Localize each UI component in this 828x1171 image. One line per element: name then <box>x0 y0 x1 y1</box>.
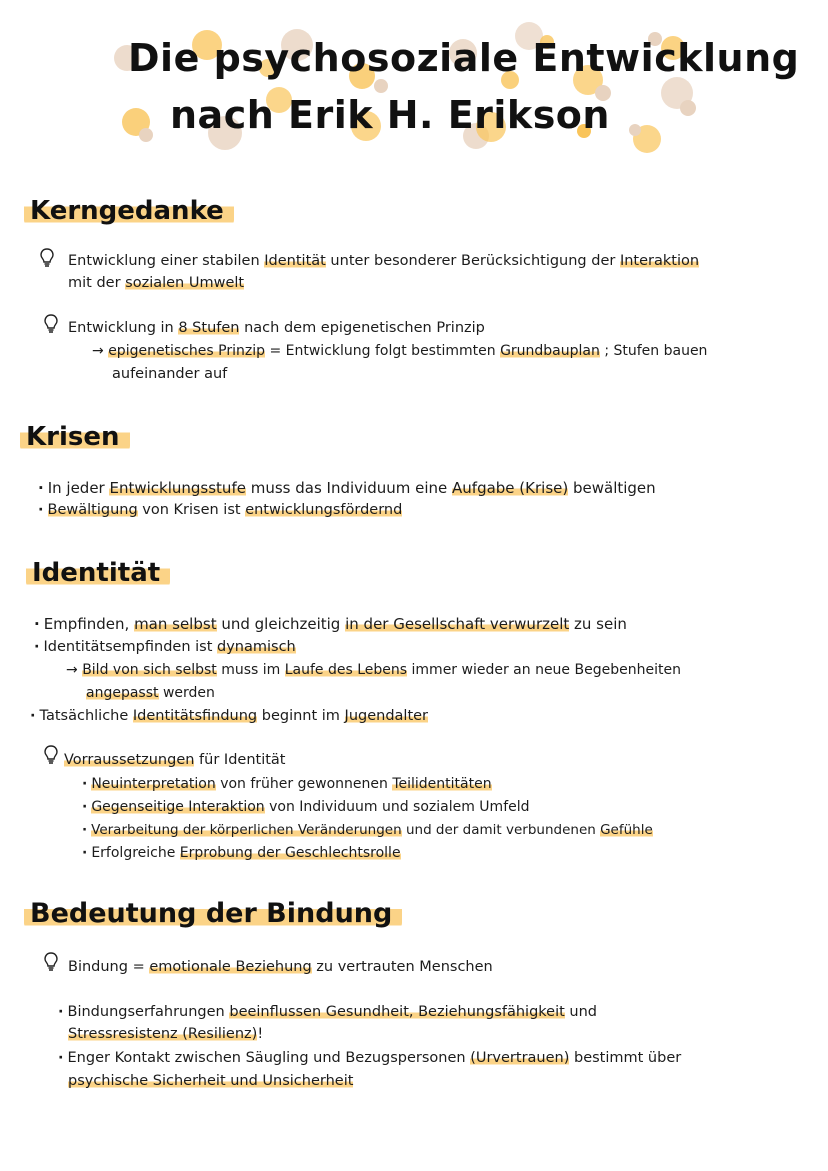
heading-krisen: Krisen <box>20 422 130 452</box>
page-title-line-1: Die psychosoziale Entwicklung <box>128 36 800 80</box>
kerngedanke-p2-line1: Entwicklung in 8 Stufen nach dem epigenetischen Prinzip <box>68 320 485 336</box>
lightbulb-icon <box>44 952 58 972</box>
krisen-bullet-1: · In jeder Entwicklungsstufe muss das Individuum eine Aufgabe (Krise) bewältigen <box>38 478 656 498</box>
heading-kerngedanke: Kerngedanke <box>24 196 234 226</box>
arrow-icon: → <box>92 343 104 359</box>
identitaet-bullet-3: · Tatsächliche Identitätsfindung beginnt im Jugendalter <box>30 706 428 726</box>
identitaet-bullet-1: · Empfinden, man selbst und gleichzeitig in der Gesellschaft verwurzelt zu sein <box>34 614 627 634</box>
lightbulb-icon <box>44 314 58 334</box>
heading-identitaet: Identität <box>26 558 170 588</box>
kerngedanke-p2-line3: aufeinander auf <box>112 366 228 382</box>
lightbulb-icon <box>44 745 58 765</box>
requirement-item-3: · Verarbeitung der körperlichen Veränderungen und der damit verbundenen Gefühle <box>82 820 653 840</box>
lightbulb-icon <box>40 248 54 268</box>
kerngedanke-p1-line2: mit der sozialen Umwelt <box>68 275 245 291</box>
requirement-item-1: · Neuinterpretation von früher gewonnenen Teilidentitäten <box>82 774 492 794</box>
decorative-dots <box>0 0 828 170</box>
krisen-bullet-2: · Bewältigung von Krisen ist entwicklungsfördernd <box>38 500 402 520</box>
bindung-bullet-1-line2: Stressresistenz (Resilienz)! <box>68 1026 264 1042</box>
kerngedanke-p1-line1: Entwicklung einer stabilen Identität unter besonderer Berücksichtigung der Interaktion <box>68 253 700 269</box>
identitaet-sub-line2: angepasst werden <box>86 685 215 701</box>
kerngedanke-p2-line2: → epigenetisches Prinzip = Entwicklung folgt bestimmten Grundbauplan ; Stufen bauen <box>92 343 708 359</box>
identitaet-sub-line1: → Bild von sich selbst muss im Laufe des Lebens immer wieder an neue Begebenheiten <box>66 662 681 678</box>
bindung-definition: Bindung = emotionale Beziehung zu vertrauten Menschen <box>68 959 493 975</box>
bindung-bullet-1-line1: · Bindungserfahrungen beeinflussen Gesundheit, Beziehungsfähigkeit und <box>58 1002 597 1022</box>
identitaet-bullet-2: · Identitätsempfinden ist dynamisch <box>34 637 296 657</box>
heading-bindung: Bedeutung der Bindung <box>24 898 402 929</box>
requirement-item-2: · Gegenseitige Interaktion von Individuum und sozialem Umfeld <box>82 797 530 817</box>
bindung-bullet-2-line1: · Enger Kontakt zwischen Säugling und Bezugspersonen (Urvertrauen) bestimmt über <box>58 1048 681 1068</box>
requirement-item-4: · Erfolgreiche Erprobung der Geschlechtsrolle <box>82 843 401 863</box>
bindung-bullet-2-line2: psychische Sicherheit und Unsicherheit <box>68 1073 354 1089</box>
page-title-line-2: nach Erik H. Erikson <box>170 93 610 137</box>
identitaet-requirements-title: Vorraussetzungen für Identität <box>64 752 286 768</box>
arrow-icon: → <box>66 662 78 678</box>
